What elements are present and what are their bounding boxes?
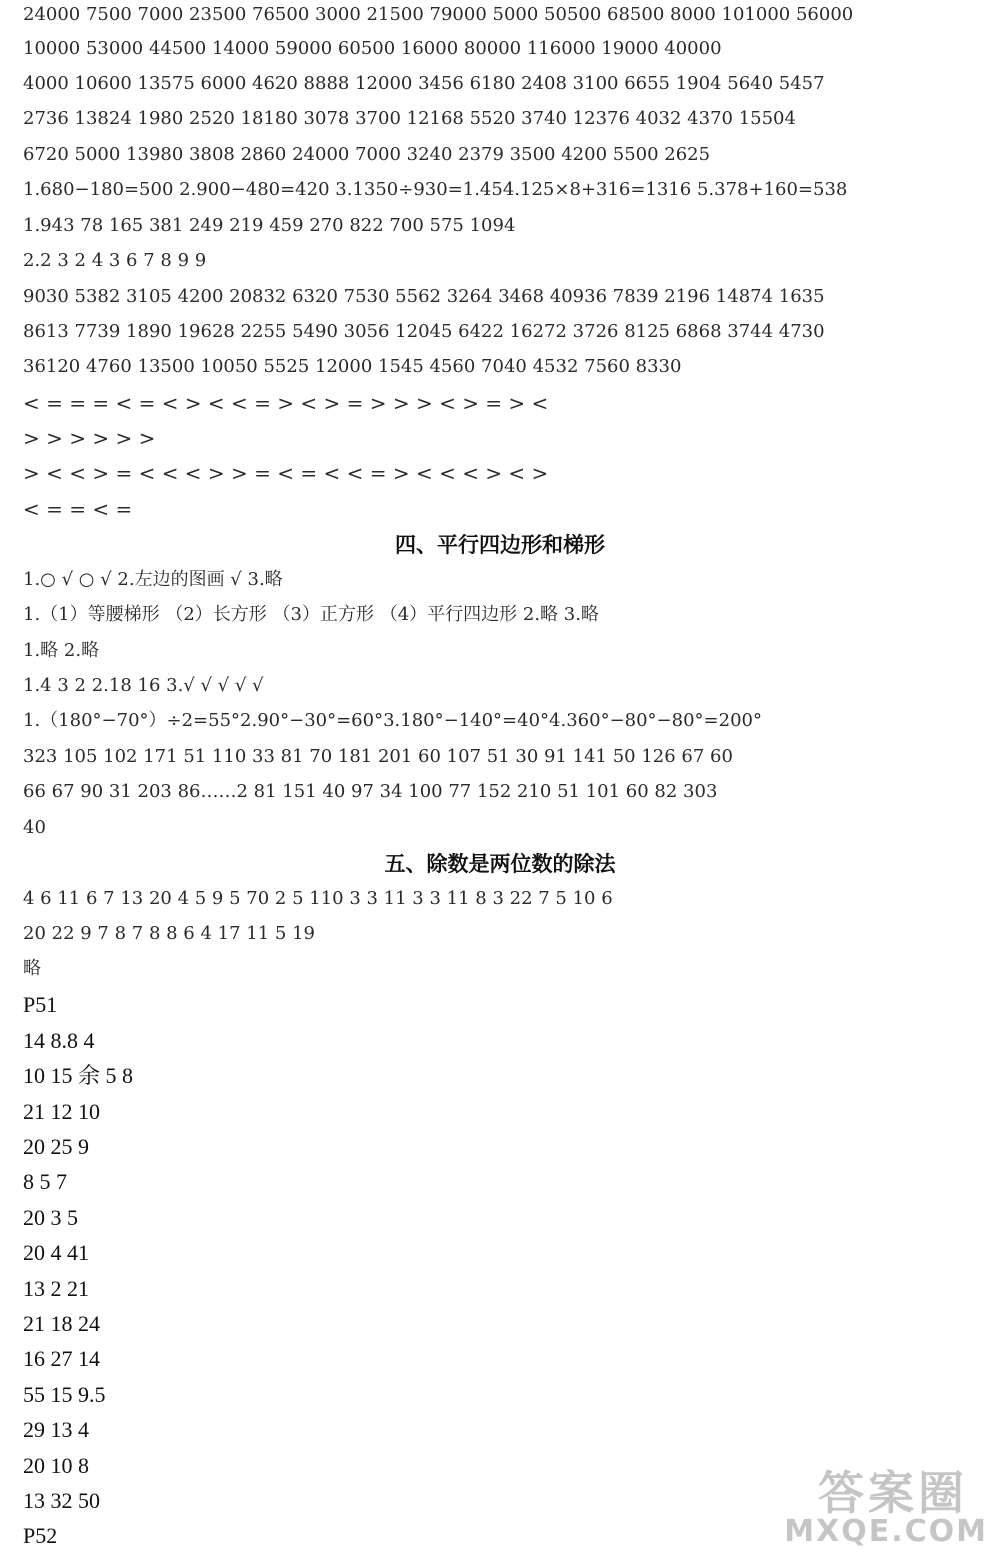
text-line: 24000 7500 7000 23500 76500 3000 21500 79000 5000 50500 68500 8000 101000 56000	[23, 4, 854, 25]
answer-row: 20 25 9	[23, 1134, 89, 1159]
text-line: 1.（1）等腰梯形 （2）长方形 （3）正方形 （4）平行四边形 2.略 3.略	[23, 604, 599, 625]
text-line: 1.943 78 165 381 249 219 459 270 822 700 575 1094	[23, 215, 516, 236]
text-line: 6720 5000 13980 3808 2860 24000 7000 3240 2379 3500 4200 5500 2625	[23, 144, 711, 165]
text-line: 1.680−180=500 2.900−480=420 3.1350÷930=1.454.125×8+316=1316 5.378+160=538	[23, 179, 848, 200]
watermark-logo-text: 答案圈	[818, 1466, 968, 1520]
text-line: 40	[23, 817, 46, 838]
text-line: 略	[23, 958, 41, 979]
text-line: 1.（180°−70°）÷2=55°2.90°−30°=60°3.180°−140°=40°4.360°−80°−80°=200°	[23, 710, 762, 731]
watermark-url: MXQE.COM	[784, 1514, 988, 1549]
answer-row: 10 15 余 5 8	[23, 1063, 134, 1088]
text-line: 10000 53000 44500 14000 59000 60500 16000 80000 116000 19000 40000	[23, 38, 722, 59]
comparison-line: < = = < =	[23, 497, 133, 521]
watermark-logo	[758, 1457, 988, 1549]
page-label: P52	[23, 1523, 58, 1548]
section-heading: 五、除数是两位数的除法	[384, 852, 616, 876]
text-line: 66 67 90 31 203 86……2 81 151 40 97 34 100 77 152 210 51 101 60 82 303	[23, 781, 718, 802]
answer-row: 20 10 8	[23, 1453, 89, 1478]
answer-row: 13 2 21	[23, 1276, 89, 1301]
answer-row: 16 27 14	[23, 1346, 100, 1371]
answer-row: 20 3 5	[23, 1205, 78, 1230]
answer-row: 20 4 41	[23, 1240, 89, 1265]
text-line: 20 22 9 7 8 7 8 8 6 4 17 11 5 19	[23, 923, 315, 944]
page-label: P51	[23, 992, 58, 1017]
answer-row: 13 32 50	[23, 1488, 100, 1513]
answer-row: 8 5 7	[23, 1169, 67, 1194]
answer-row: 29 13 4	[23, 1417, 89, 1442]
comparison-line: < = = = < = < > < < = > < > = > > > < > = > <	[23, 391, 549, 415]
section-heading: 四、平行四边形和梯形	[395, 533, 605, 557]
text-line: 4000 10600 13575 6000 4620 8888 12000 3456 6180 2408 3100 6655 1904 5640 5457	[23, 73, 825, 94]
answer-row: 55 15 9.5	[23, 1382, 106, 1407]
text-line: 1.○ √ ○ √ 2.左边的图画 √ 3.略	[23, 569, 283, 590]
comparison-line: > > > > > >	[23, 426, 156, 450]
text-line: 1.略 2.略	[23, 640, 100, 661]
text-line: 1.4 3 2 2.18 16 3.√ √ √ √ √	[23, 675, 264, 696]
text-line: 2736 13824 1980 2520 18180 3078 3700 12168 5520 3740 12376 4032 4370 15504	[23, 108, 796, 129]
text-line: 9030 5382 3105 4200 20832 6320 7530 5562 3264 3468 40936 7839 2196 14874 1635	[23, 286, 825, 307]
answer-row: 21 18 24	[23, 1311, 100, 1336]
answer-row: 14 8.8 4	[23, 1028, 95, 1053]
text-line: 36120 4760 13500 10050 5525 12000 1545 4560 7040 4532 7560 8330	[23, 356, 682, 377]
answer-row: 21 12 10	[23, 1099, 100, 1124]
text-line: 2.2 3 2 4 3 6 7 8 9 9	[23, 250, 207, 271]
comparison-line: > < < > = < < < > > = < = < < = > < < < > < >	[23, 461, 549, 485]
text-line: 4 6 11 6 7 13 20 4 5 9 5 70 2 5 110 3 3 11 3 3 11 8 3 22 7 5 10 6	[23, 888, 613, 909]
text-line: 8613 7739 1890 19628 2255 5490 3056 12045 6422 16272 3726 8125 6868 3744 4730	[23, 321, 825, 342]
text-line: 323 105 102 171 51 110 33 81 70 181 201 60 107 51 30 91 141 50 126 67 60	[23, 746, 733, 767]
